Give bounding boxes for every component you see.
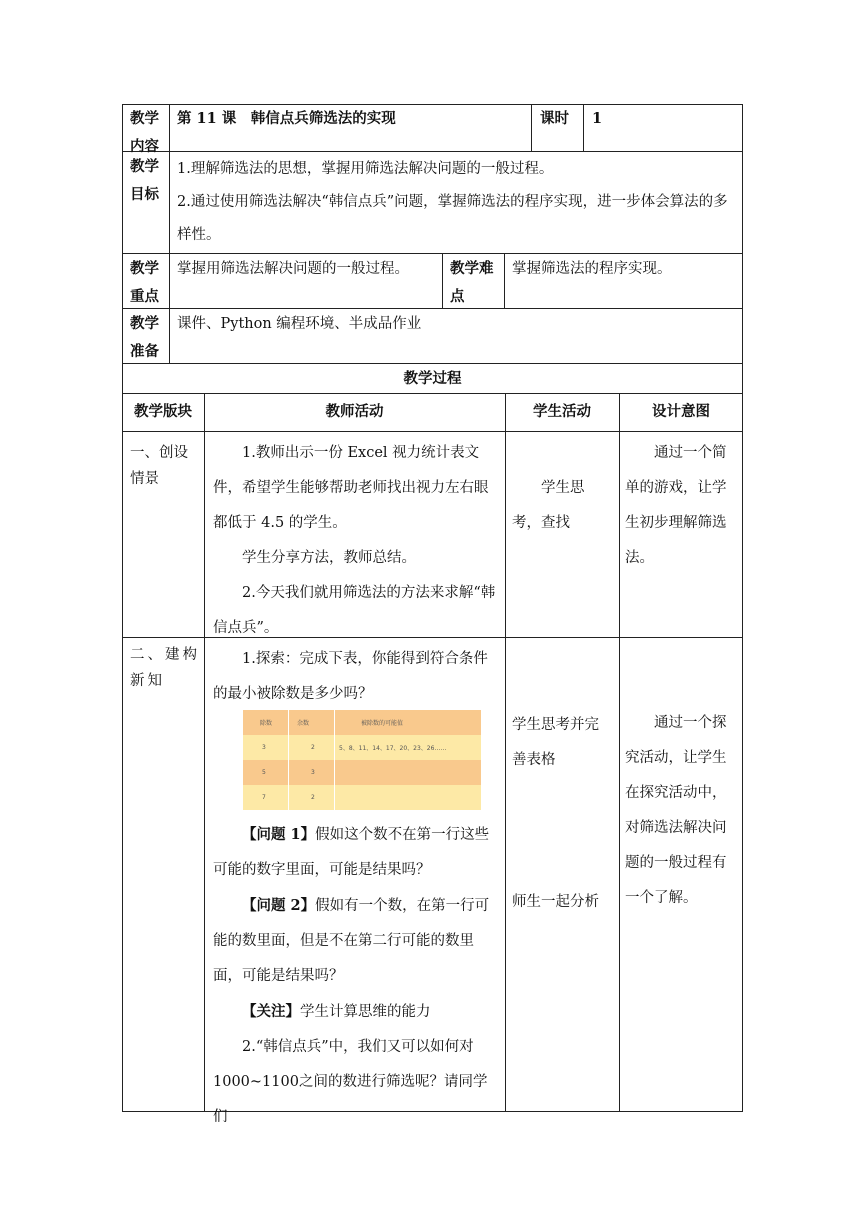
focus-tag: 【关注】 xyxy=(242,1003,300,1020)
process-title: 教学过程 xyxy=(403,370,462,387)
period-value: 1 xyxy=(592,110,603,127)
mini-table-row xyxy=(243,760,481,785)
mini-table-cell: 3 xyxy=(311,769,315,776)
content-label: 教学内容 xyxy=(130,110,159,155)
divisor-remainder-table-image xyxy=(243,710,481,810)
period-label: 课时 xyxy=(540,110,569,127)
teacher-paragraph: 2.“韩信点兵”中，我们又可以如何对1000~1100之间的数进行筛选呢？请同学们 xyxy=(213,1039,488,1125)
mini-table-row xyxy=(243,785,481,810)
mini-table-cell: 被除数的可能值 xyxy=(361,720,404,727)
key-value: 掌握用筛选法解决问题的一般过程。 xyxy=(177,261,409,277)
prep-label: 教学准备 xyxy=(130,315,159,360)
question-2-text: 假如有一个数，在第一行可能的数里面，但是不在第二行可能的数里面，可能是结果吗？ xyxy=(213,898,490,984)
section2-student-1 xyxy=(512,708,612,778)
mini-table-cell: 7 xyxy=(262,794,266,801)
question-2-tag: 【问题 2】 xyxy=(242,897,316,914)
student-activity: 师生一起分析 xyxy=(512,894,599,910)
section1-teacher xyxy=(213,436,501,646)
section2-intro xyxy=(213,642,501,712)
question-1-tag: 【问题 1】 xyxy=(242,826,316,843)
mini-table-cell: 5、8、11、14、17、20、23、26…… xyxy=(339,745,447,752)
mini-table-cell: 3 xyxy=(262,744,266,751)
goal-item: 1.理解筛选法的思想，掌握用筛选法解决问题的一般过程。 xyxy=(177,161,554,177)
student-activity: 学生思考并完善表格 xyxy=(512,717,599,768)
teacher-paragraph: 1.教师出示一份 Excel 视力统计表文件，希望学生能够帮助老师找出视力左右眼都低于 4.5 的学生。 xyxy=(213,445,489,531)
column-header: 教师活动 xyxy=(325,403,384,420)
design-intent: 通过一个简单的游戏，让学生初步理解筛选法。 xyxy=(625,445,727,566)
mini-table-header-row xyxy=(243,710,481,735)
student-activity: 学生思考，查找 xyxy=(512,480,585,531)
section2-student-2 xyxy=(512,885,612,920)
question-2 xyxy=(213,888,501,994)
section2-teacher xyxy=(213,817,501,1135)
section1-intent xyxy=(625,436,739,576)
mini-table-cell: 2 xyxy=(311,744,315,751)
column-header: 教学版块 xyxy=(134,403,192,420)
question-1-text: 假如这个数不在第一行这些可能的数字里面，可能是结果吗？ xyxy=(213,827,490,878)
mini-table-cell: 除数 xyxy=(260,720,273,727)
mini-table-cell: 余数 xyxy=(297,720,310,727)
difficulty-label: 教学难点 xyxy=(450,260,494,305)
focus-note xyxy=(213,994,501,1030)
section2-block: 二、建构新知 xyxy=(130,647,200,689)
goal-item: 2.通过使用筛选法解决“韩信点兵”问题，掌握筛选法的程序实现，进一步体会算法的多样性。 xyxy=(177,194,728,243)
difficulty-value: 掌握筛选法的程序实现。 xyxy=(512,261,672,277)
section1-student xyxy=(512,471,612,541)
teacher-paragraph: 1.探索：完成下表，你能得到符合条件的最小被除数是多少吗？ xyxy=(213,651,488,702)
column-header: 学生活动 xyxy=(533,403,591,420)
goal-label: 教学目标 xyxy=(130,158,159,203)
question-1 xyxy=(213,817,501,888)
column-header: 设计意图 xyxy=(652,403,710,420)
section1-block: 一、创设情景 xyxy=(130,445,188,487)
section2-intent xyxy=(625,706,739,916)
mini-table-cell: 2 xyxy=(311,794,315,801)
prep-value: 课件、Python 编程环境、半成品作业 xyxy=(177,316,422,332)
content-value: 第 11 课 韩信点兵筛选法的实现 xyxy=(177,110,396,127)
key-label: 教学重点 xyxy=(130,260,159,305)
mini-table-row xyxy=(243,735,481,760)
focus-text: 学生计算思维的能力 xyxy=(300,1004,431,1020)
mini-table-cell: 5 xyxy=(262,769,266,776)
teacher-paragraph: 2.今天我们就用筛选法的方法来求解“韩信点兵”。 xyxy=(213,585,496,636)
teacher-paragraph: 学生分享方法，教师总结。 xyxy=(242,550,416,566)
goal-list xyxy=(177,153,739,252)
design-intent: 通过一个探究活动，让学生在探究活动中，对筛选法解决问题的一般过程有一个了解。 xyxy=(625,715,727,906)
